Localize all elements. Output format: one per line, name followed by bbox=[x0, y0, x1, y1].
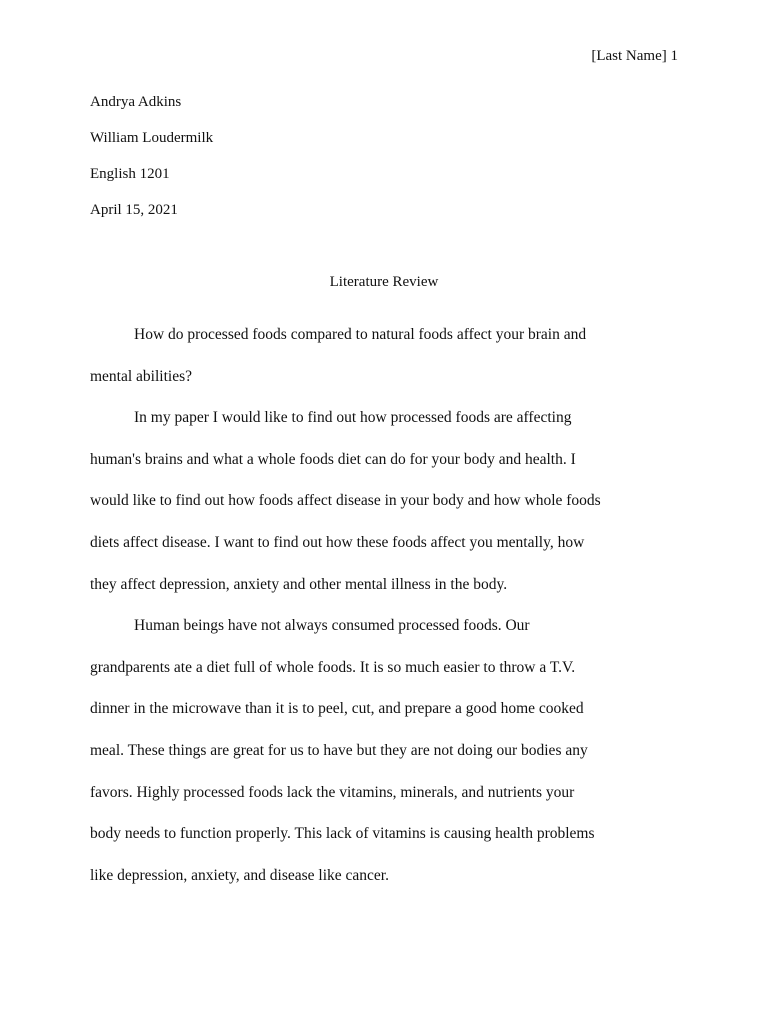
text-line: they affect depression, anxiety and other mental illness in the body. bbox=[90, 575, 508, 593]
date: April 15, 2021 bbox=[90, 202, 178, 218]
course-name: English 1201 bbox=[90, 166, 170, 182]
text-line: diets affect disease. I want to find out how these foods affect you mentally, how bbox=[90, 533, 585, 551]
text-line: In my paper I would like to find out how processed foods are affecting bbox=[134, 409, 572, 427]
paragraph-background bbox=[90, 605, 678, 896]
text-line: body needs to function properly. This lack of vitamins is causing health problems bbox=[90, 825, 595, 843]
paragraph-research-question bbox=[90, 314, 678, 397]
text-line: dinner in the microwave than it is to peel, cut, and prepare a good home cooked bbox=[90, 700, 584, 718]
mla-heading bbox=[90, 92, 213, 236]
text-line: favors. Highly processed foods lack the vitamins, minerals, and nutrients your bbox=[90, 783, 575, 801]
text-line: Human beings have not always consumed processed foods. Our bbox=[134, 617, 530, 635]
text-line: mental abilities? bbox=[90, 367, 193, 385]
paragraph-intent bbox=[90, 397, 678, 605]
text-line: human's brains and what a whole foods diet can do for your body and health. I bbox=[90, 450, 576, 468]
text-line: like depression, anxiety, and disease like cancer. bbox=[90, 866, 389, 884]
body-text bbox=[90, 314, 678, 896]
text-line: meal. These things are great for us to have but they are not doing our bodies any bbox=[90, 741, 588, 759]
text-line: would like to find out how foods affect disease in your body and how whole foods bbox=[90, 492, 601, 510]
text-line: grandparents ate a diet full of whole foods. It is so much easier to throw a T.V. bbox=[90, 658, 576, 676]
text-line: How do processed foods compared to natural foods affect your brain and bbox=[134, 326, 587, 343]
document-title: Literature Review bbox=[329, 274, 439, 290]
student-name: Andrya Adkins bbox=[90, 94, 182, 110]
instructor-name: William Loudermilk bbox=[90, 130, 214, 146]
running-head: [Last Name] 1 bbox=[591, 48, 678, 64]
